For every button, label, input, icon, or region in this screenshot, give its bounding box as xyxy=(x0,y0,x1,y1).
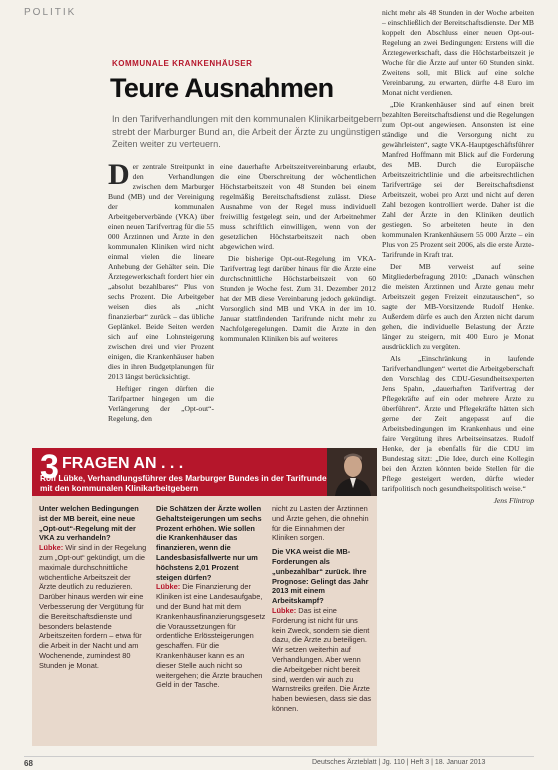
interview-answer xyxy=(156,582,264,690)
interview-answer xyxy=(272,504,372,543)
interview-answer xyxy=(39,543,149,670)
answer-text: Wir sind in der Regelung zum „Opt-out“ gekündigt, um die maximale durchschnittliche wöchentliche Arbeitszeit der Ärzte deutlich zu reduzieren. Darüber hinaus werden wir eine Verbesserung der Vergütung für die Bereitschaftsdienste und besonders belastende Arbeitszeiten fordern – etwa für die Arbeit in der Nacht und am Wochenende, zumindest 80 Stunden je Monat. xyxy=(39,543,147,670)
paragraph: Als „Einschränkung in laufende Tarifverhandlungen“ wertet die Arbeitgeberschaft den Vorschlag des CDU-Gesundheitsexperten Jens Spahn, „dauerhaften Tarifvertrag der Pflegekräfte auf ein oder mehrere Ärzte zu überführen“. Ärzte und Pflegekräfte hätten sich gerne der Zeit angepasst auf die Arbeitsbedingungen im Krankenhaus und eine faire Vergütung ihres Arbeitseinsatzes. Rudolf Henke, der ja ebenfalls für die CDU im Bundestag sitzt: „Die Idee, durch eine Kollegin bei den Ärzten könnten beide Stellen für die Pflege gesteigert werden, dürfte wieder tarifpolitisch noch gesundheitspolitisch weise.“ xyxy=(382,354,534,493)
interview-box-body xyxy=(32,496,377,746)
interview-answer xyxy=(272,606,372,714)
box-intro: Rolf Lübke, Verhandlungsführer des Marburger Bundes in der Tarifrunde mit den kommunalen Klinikarbeitgebern xyxy=(40,473,327,493)
answer-text: Die Finanzierung der Kliniken ist eine Landesaufgabe, und der Bund hat mit dem Krankenhausfinanzierungsgesetz die Voraussetzungen für ordentliche Erlössteigerungen geschaffen. Für die Krankenhäuser kann es an dieser Stelle auch nicht so weitergehen; die Ärzte brauchen Geld in der Tasche. xyxy=(156,582,266,690)
paragraph-text: er zentrale Streitpunkt in den Verhandlungen zwischen dem Marburger Bund (MB) und der Vereinigung der kommunalen Arbeitgeberverbände (VKA) über einen neuen Tarifvertrag für die 55 000 Ärztinnen und Ärzte in den kommunalen Kliniken wird nicht einmal vielen die lineare Anhebung der Gehälter sein. Die Ärztegewerkschaft fordert hier ein „absolut bezahlbares“ Plus von sechs Prozent. Die Arbeitgeber weisen dies als „nicht finanzierbar“ zurück – das übliche Geplänkel. Beide Seiten werden sich auf eine Lohnsteigerung zwischen drei und vier Prozent einigen, die Krankenhäuser haben dies in ihren Budgetplanungen für 2013 längst berücksichtigt. xyxy=(108,162,214,381)
interview-question: Die VKA weist die MB-Forderungen als „unbezahlbar“ zurück. Ihre Prognose: Gelingt das Jahr 2013 mit einem Arbeitskampf? xyxy=(272,547,369,606)
interviewee-name: Lübke: xyxy=(156,582,181,592)
paragraph xyxy=(108,158,214,382)
paragraph: nicht mehr als 48 Stunden in der Woche arbeiten – einschließlich der Bereitschaftsdienste. Der MB koppelt den Abschluss einer neuen Opt-out-Regelung an zwei Bedingungen: Erstens will die Ärztegewerkschaft, dass die Höchstarbeitszeit je Woche für die Ärzte auf unter 60 Stunden sinkt. Zweitens soll, mit Blick auf eine solche Vereinbarung, zu erwarten, dürfte 4-8 Euro im Monat nicht verdienen. xyxy=(382,8,534,97)
article-column-2 xyxy=(220,162,376,408)
interview-box-header xyxy=(32,448,377,496)
box-number: 3 xyxy=(40,448,59,486)
interviewee-name: Lübke: xyxy=(272,605,297,615)
section-label: POLITIK xyxy=(24,7,77,18)
standfirst: In den Tarifverhandlungen mit den kommunalen Klinikarbeitgebern strebt der Marburger Bund an, die Arbeit der Ärzte zu ungünstigen Zeiten weiter zu verteuern. xyxy=(112,114,383,150)
author-byline: Jens Flintrop xyxy=(493,496,534,505)
interview-question: Unter welchen Bedingungen ist der MB bereit, eine neue „Opt-out“-Regelung mit der VKA zu verhandeln? xyxy=(39,504,139,543)
paragraph: Heftiger ringen dürften die Tarifpartner hingegen um die Verlängerung der „Opt-out“-Regelung, den xyxy=(108,384,214,423)
interview-column-2 xyxy=(156,504,264,740)
interview-question: Die Schätzen der Ärzte wollen Gehaltsteigerungen um sechs Prozent erhöhen. Wie sollen die Krankenhäuser das finanzieren, wenn die Landesbasisfallwerte nur um höchstens 2,01 Prozent steigen dürfen? xyxy=(156,504,262,582)
paragraph: eine dauerhafte Arbeitszeitvereinbarung erlaubt, die eine Überschreitung der wöchentlichen Höchstarbeitszeit von 48 Stunden bei einem regelmäßig Bereitschaftsdienst zulässt. Diese Ausnahme von der Regel muss individuell freiwillig festgelegt sein, und der Arbeitnehmer muss schriftlich einwilligen, wenn von der gesetzlichen Höchstarbeitszeit nach oben abgewichen wird. xyxy=(220,162,376,251)
box-title: FRAGEN AN . . . xyxy=(62,455,184,472)
footer-divider xyxy=(24,756,534,757)
article-column-1 xyxy=(108,158,214,423)
topic-kicker: KOMMUNALE KRANKENHÄUSER xyxy=(112,59,253,68)
journal-citation: Deutsches Ärzteblatt | Jg. 110 | Heft 3 | 18. Januar 2013 xyxy=(312,759,486,766)
answer-text: nicht zu Lasten der Ärztinnen und Ärzte gehen, die ohnehin für die Einnahmen der Kliniken sorgen. xyxy=(272,504,369,543)
paragraph: Der MB verweist auf seine Mitgliederbefragung 2010: „Danach wünschen die meisten Ärztinnen und Ärzte genau mehr Arbeitszeit gegen Freizeit einzutauschen“, so sagte der MB-Vorsitzende Rudolf Henke. Außerdem dürfe es auch den Ärzten nicht darum gehen, die individuelle Belastung der Ärzte länger zu steigern, mit 400 Euro je Monat ausdrücklich zu vergüten. xyxy=(382,262,534,351)
paragraph: Die bisherige Opt-out-Regelung im VKA-Tarifvertrag legt darüber hinaus für die Ärzte eine durchschnittliche Höchstarbeitszeit von 60 Stunden je Woche fest. Zum 31. Dezember 2012 hat der MB diese Vereinbarung jedoch gekündigt. Vorsorglich sind MB und VKA in der im 10. Januar stattfindenden Tarifrunde nicht mehr zu Nachfolgeregelungen. Damit die Ärzte in den kommunalen Kliniken bis auf weiteres xyxy=(220,254,376,343)
portrait-photo xyxy=(327,448,377,496)
interviewee-name: Lübke: xyxy=(39,543,64,553)
answer-text: Das ist eine Forderung ist nicht für uns kein Zweck, sondern sie dient dazu, die Ärzte zu beteiligen. Wir setzen weiterhin auf Verhandlungen. Aber wenn die Arbeitgeber nicht bereit sind, werden wir auch zu Warnstreiks greifen. Die Ärzte haben bewiesen, dass sie das können. xyxy=(272,605,372,713)
paragraph: „Die Krankenhäuser sind auf einen breit bezahlten Bereitschaftsdienst und die Regelungen zum Opt-out angewiesen. Ansonsten ist eine ständige und die Versorgung nicht zu gewährleisten“, sagte VKA-Hauptgeschäftsführer Manfred Hoffmann mit Blick auf die Forderung des MB. Durch die Europäische Arbeitszeitrichtlinie und die arbeitsrechtlichen Tarifverträge sei der Bereitschaftsdienst Arbeitszeit, wobei pro Arzt und nicht auf deren Zahl bezogen kontrolliert werde. Daher ist die Zahl der Ärzte in den Kliniken deutlich gestiegen. So arbeiteten heute in den kommunalen Krankenhäusern 55 000 Ärzte – ein Plus von 25 Prozent seit 2006, als die erste Ärzte-Tarifrunde in Kraft trat. xyxy=(382,100,534,259)
drop-cap: D xyxy=(108,158,130,191)
article-column-3 xyxy=(382,8,534,750)
page-number: 68 xyxy=(24,759,33,768)
interview-column-1 xyxy=(39,504,149,740)
interview-column-3 xyxy=(272,504,372,740)
page-title: Teure Ausnahmen xyxy=(110,73,334,103)
